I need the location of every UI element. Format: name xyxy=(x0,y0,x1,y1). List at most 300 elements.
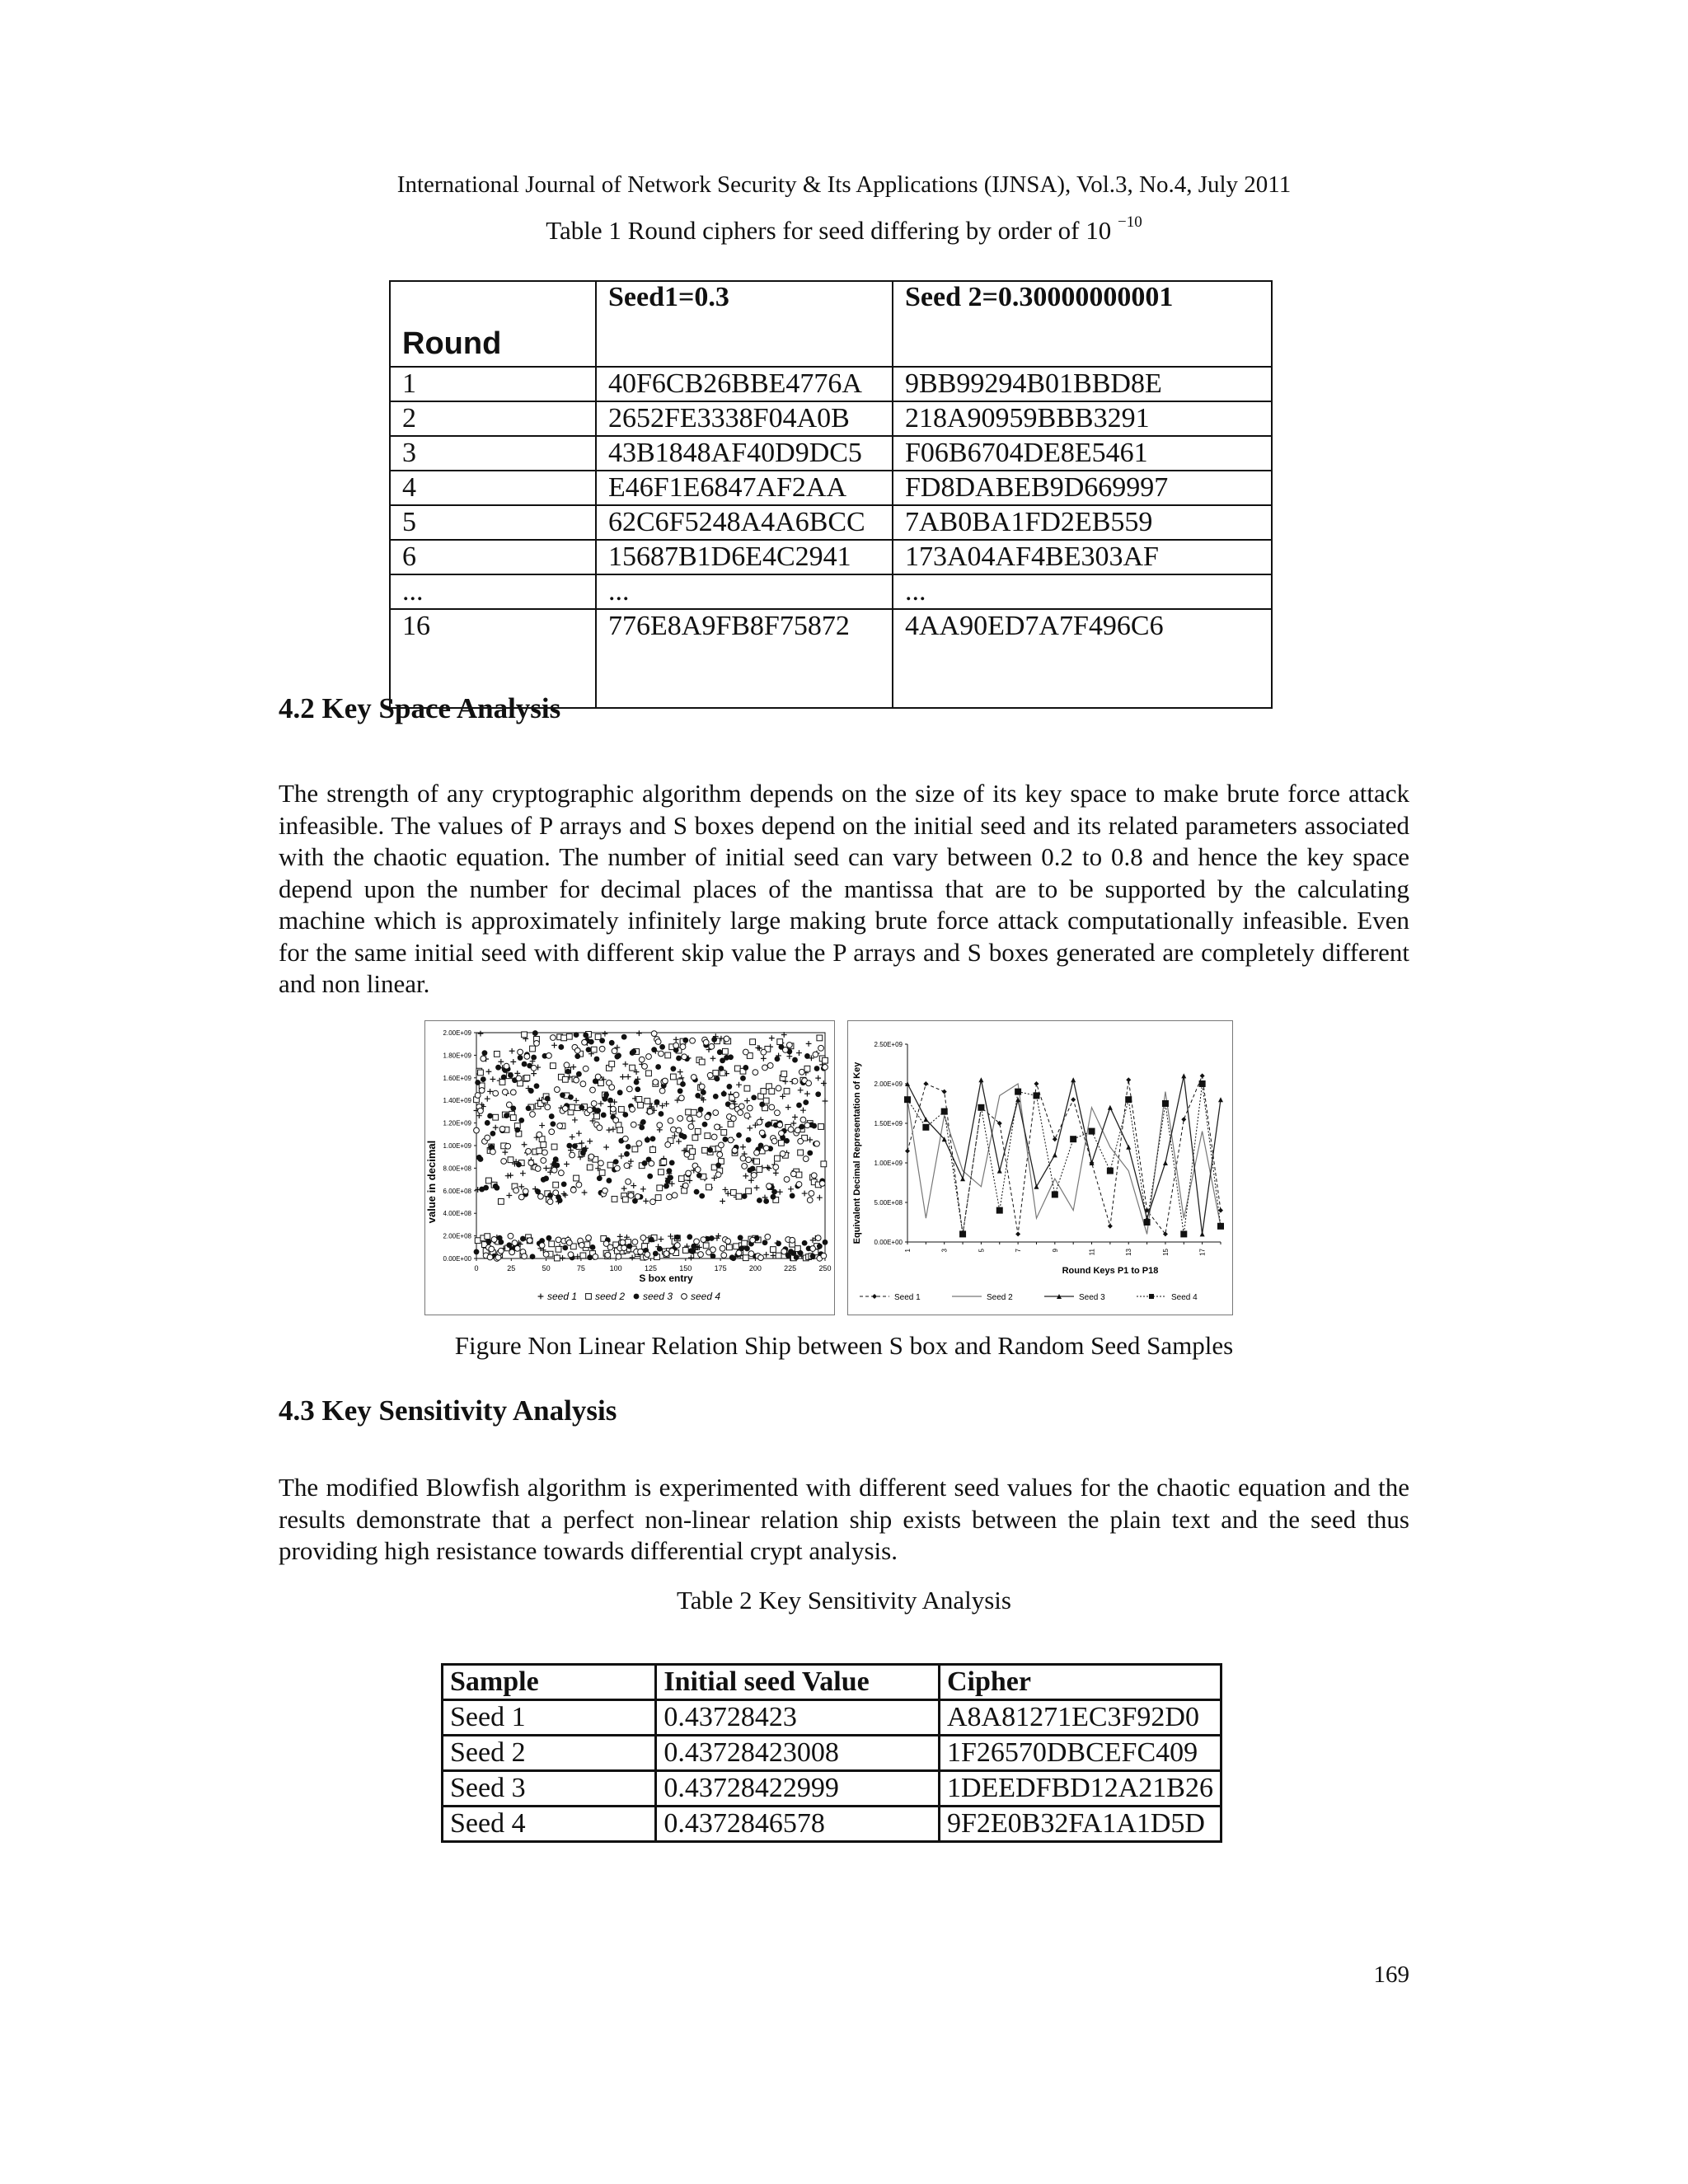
scatter-point xyxy=(729,1104,735,1109)
scatter-point xyxy=(505,1173,511,1179)
table-header-row xyxy=(390,281,1272,367)
scatter-point xyxy=(763,1146,769,1151)
scatter-point xyxy=(659,1111,664,1117)
series-line xyxy=(907,1076,1221,1234)
scatter-point xyxy=(721,1091,727,1097)
scatter-point xyxy=(740,1144,746,1150)
scatter-point xyxy=(754,1185,760,1191)
scatter-x-axis-label: S box entry xyxy=(639,1272,693,1284)
scatter-point xyxy=(682,1183,688,1188)
column-header-seed1: Seed1=0.3 xyxy=(596,281,893,367)
scatter-point xyxy=(713,1094,719,1099)
scatter-point xyxy=(659,1236,664,1242)
scatter-point xyxy=(538,1193,544,1199)
scatter-point xyxy=(518,1118,524,1123)
round-keys-line-chart xyxy=(848,1021,1232,1315)
scatter-point xyxy=(568,1094,574,1100)
scatter-point xyxy=(650,1199,656,1205)
y-tick-label: 1.60E+09 xyxy=(443,1074,471,1082)
scatter-point xyxy=(551,1144,557,1150)
scatter-point xyxy=(593,1254,598,1259)
scatter-point xyxy=(680,1044,686,1050)
x-tick-label: 150 xyxy=(679,1264,692,1272)
scatter-point xyxy=(744,1085,750,1091)
scatter-point xyxy=(818,1124,824,1130)
scatter-point xyxy=(549,1113,555,1119)
scatter-point xyxy=(717,1152,723,1158)
scatter-point xyxy=(806,1041,812,1047)
scatter-point xyxy=(723,1137,729,1142)
scatter-point xyxy=(520,1170,526,1176)
scatter-point xyxy=(798,1087,804,1093)
scatter-point xyxy=(527,1238,532,1244)
scatter-point xyxy=(804,1053,810,1059)
y-tick-label: 1.20E+09 xyxy=(443,1119,471,1127)
scatter-point xyxy=(501,1075,507,1080)
scatter-point xyxy=(719,1066,724,1071)
scatter-point xyxy=(643,1198,649,1204)
scatter-point xyxy=(763,1252,769,1258)
scatter-point xyxy=(757,1167,762,1173)
scatter-point xyxy=(769,1089,775,1094)
x-tick-label: 25 xyxy=(507,1264,516,1272)
scatter-point xyxy=(494,1051,499,1057)
paragraph-key-sensitivity: The modified Blowfish algorithm is experimented with different seed values for the chaotic equation and the results demonstrate that a perfect non-linear relation ship exists between the plain text and the seed thus providing high resistance towards differential crypt analysis. xyxy=(279,1473,1409,1565)
series-point xyxy=(942,1090,947,1094)
series-line xyxy=(907,1076,1221,1234)
scatter-point xyxy=(482,1050,488,1056)
scatter-point xyxy=(636,1030,642,1036)
scatter-point xyxy=(786,1053,792,1059)
table-cell: Seed 1 xyxy=(443,1700,656,1736)
table-cell: 7AB0BA1FD2EB559 xyxy=(893,505,1272,540)
scatter-point xyxy=(796,1172,802,1178)
scatter-point xyxy=(751,1094,757,1100)
y-tick-label: 2.00E+09 xyxy=(443,1029,471,1037)
scatter-point xyxy=(649,1237,654,1243)
line-y-axis-label: Equivalent Decimal Representation of Key xyxy=(852,1062,862,1244)
scatter-point xyxy=(720,1245,725,1251)
scatter-point xyxy=(595,1034,601,1040)
scatter-point xyxy=(543,1176,549,1182)
scatter-point xyxy=(784,1177,790,1183)
scatter-point xyxy=(762,1065,768,1071)
scatter-point xyxy=(645,1137,650,1143)
scatter-point xyxy=(574,1098,579,1104)
scatter-point xyxy=(682,1248,688,1254)
y-tick-label: 2.00E+08 xyxy=(443,1232,471,1240)
scatter-point xyxy=(613,1118,619,1123)
scatter-point xyxy=(771,1189,777,1195)
series-point xyxy=(1144,1219,1151,1226)
legend-label: Seed 2 xyxy=(987,1293,1013,1302)
scatter-point xyxy=(701,1237,706,1243)
scatter-point xyxy=(767,1121,772,1127)
scatter-point xyxy=(645,1252,650,1258)
scatter-point xyxy=(799,1069,804,1075)
scatter-point xyxy=(598,1101,604,1107)
scatter-point xyxy=(773,1170,779,1176)
scatter-point xyxy=(616,1052,621,1058)
table-cell: 4 xyxy=(390,471,596,505)
scatter-point xyxy=(646,1054,652,1060)
scatter-point xyxy=(640,1235,646,1241)
table-cell: 16 xyxy=(390,609,596,708)
scatter-point xyxy=(586,1047,592,1052)
series-point xyxy=(904,1096,911,1103)
scatter-point xyxy=(622,1062,628,1067)
scatter-point xyxy=(743,1255,748,1261)
scatter-point xyxy=(734,1092,739,1098)
scatter-point xyxy=(750,1166,756,1172)
scatter-point xyxy=(506,1193,512,1198)
scatter-point xyxy=(579,1104,584,1110)
scatter-point xyxy=(545,1104,551,1110)
scatter-point xyxy=(754,1159,760,1165)
table-row xyxy=(390,401,1272,436)
x-tick-label: 175 xyxy=(714,1264,727,1272)
scatter-point xyxy=(682,1054,687,1060)
legend-label: seed 1 xyxy=(547,1291,578,1302)
scatter-point xyxy=(478,1156,484,1162)
table1-caption xyxy=(0,213,1688,246)
scatter-point xyxy=(730,1116,736,1122)
scatter-point xyxy=(682,1134,687,1140)
legend-marker xyxy=(586,1294,592,1300)
scatter-point xyxy=(486,1178,492,1183)
scatter-point xyxy=(758,1143,764,1149)
scatter-point xyxy=(564,1062,570,1068)
x-tick-label: 1 xyxy=(904,1249,912,1253)
scatter-point xyxy=(617,1127,623,1133)
scatter-point xyxy=(516,1076,522,1081)
scatter-point xyxy=(657,1185,663,1191)
scatter-point xyxy=(673,1043,679,1048)
scatter-point xyxy=(690,1249,696,1254)
scatter-point xyxy=(535,1166,541,1172)
scatter-point xyxy=(707,1072,713,1078)
scatter-point xyxy=(694,1189,700,1195)
scatter-point xyxy=(630,1065,635,1071)
table-row xyxy=(390,436,1272,471)
scatter-point xyxy=(502,1150,508,1155)
scatter-point xyxy=(669,1249,675,1254)
scatter-point xyxy=(557,1123,563,1129)
scatter-point xyxy=(647,1108,653,1114)
scatter-point xyxy=(796,1182,802,1188)
scatter-point xyxy=(761,1056,767,1062)
scatter-point xyxy=(655,1039,661,1045)
scatter-point xyxy=(792,1078,798,1084)
scatter-point xyxy=(609,1040,615,1046)
series-point xyxy=(1125,1096,1132,1103)
x-tick-label: 0 xyxy=(474,1264,479,1272)
x-tick-label: 9 xyxy=(1051,1249,1059,1253)
scatter-point xyxy=(709,1043,715,1049)
scatter-point xyxy=(705,1133,710,1139)
table-cell: ... xyxy=(390,574,596,609)
scatter-point xyxy=(686,1109,692,1115)
scatter-point xyxy=(576,1182,582,1188)
scatter-point xyxy=(574,1032,579,1038)
scatter-point xyxy=(579,1242,584,1248)
x-tick-label: 3 xyxy=(940,1249,949,1253)
scatter-point xyxy=(558,1044,564,1050)
scatter-point xyxy=(632,1240,638,1245)
scatter-point xyxy=(556,1237,561,1243)
series-point xyxy=(1015,1231,1020,1236)
scatter-point xyxy=(810,1254,816,1259)
scatter-point xyxy=(530,1046,536,1052)
x-tick-label: 17 xyxy=(1198,1249,1207,1256)
scatter-point xyxy=(804,1091,810,1097)
scatter-point xyxy=(775,1056,781,1062)
scatter-point xyxy=(479,1088,485,1094)
scatter-point xyxy=(621,1186,627,1192)
scatter-point xyxy=(539,1122,545,1128)
scatter-point xyxy=(490,1149,496,1155)
scatter-point xyxy=(518,1055,523,1061)
column-header-round: Round xyxy=(390,281,596,367)
scatter-point xyxy=(813,1052,818,1057)
scatter-point xyxy=(784,1138,790,1144)
scatter-point xyxy=(493,1114,499,1120)
scatter-point xyxy=(790,1237,795,1243)
scatter-point xyxy=(516,1162,522,1168)
scatter-point xyxy=(636,1097,642,1103)
section-heading-key-space: 4.2 Key Space Analysis xyxy=(279,692,561,724)
scatter-point xyxy=(574,1077,579,1083)
scatter-point xyxy=(475,1080,481,1085)
scatter-point xyxy=(520,1236,526,1242)
scatter-point xyxy=(706,1184,712,1190)
scatter-point xyxy=(792,1114,798,1120)
scatter-point xyxy=(603,1092,609,1098)
scatter-point xyxy=(514,1245,520,1251)
scatter-point xyxy=(802,1240,808,1246)
scatter-point xyxy=(612,1048,617,1054)
scatter-point xyxy=(614,1165,620,1171)
table-row xyxy=(390,540,1272,574)
scatter-point xyxy=(532,1030,538,1036)
scatter-point xyxy=(823,1057,828,1063)
scatter-point xyxy=(478,1070,484,1076)
table-cell: Seed 2 xyxy=(443,1736,656,1771)
scatter-point xyxy=(711,1134,717,1140)
scatter-point xyxy=(713,1110,719,1116)
scatter-point xyxy=(669,1160,675,1165)
series-point xyxy=(1162,1100,1169,1107)
scatter-point xyxy=(621,1245,627,1251)
legend-label: Seed 4 xyxy=(1171,1293,1198,1302)
scatter-point xyxy=(642,1063,648,1069)
scatter-point xyxy=(512,1240,518,1246)
scatter-point xyxy=(580,1081,586,1087)
scatter-point xyxy=(724,1036,729,1042)
scatter-point xyxy=(719,1142,724,1148)
scatter-point xyxy=(617,1090,623,1095)
scatter-point xyxy=(748,1251,754,1257)
table-cell: 776E8A9FB8F75872 xyxy=(596,609,893,708)
line-legend xyxy=(860,1293,1198,1302)
scatter-point xyxy=(688,1124,694,1130)
scatter-point xyxy=(725,1191,731,1197)
scatter-point xyxy=(684,1151,690,1157)
scatter-point xyxy=(582,1190,588,1196)
table-cell: F06B6704DE8E5461 xyxy=(893,436,1272,471)
scatter-point xyxy=(734,1066,740,1071)
scatter-point xyxy=(509,1048,515,1054)
scatter-point xyxy=(687,1116,692,1122)
scatter-point xyxy=(821,1253,827,1258)
scatter-point xyxy=(636,1141,642,1146)
scatter-point xyxy=(485,1096,490,1102)
table-cell: 43B1848AF40D9DC5 xyxy=(596,436,893,471)
scatter-point xyxy=(646,1071,652,1076)
scatter-point xyxy=(487,1254,493,1260)
scatter-point xyxy=(491,1237,497,1243)
series-point xyxy=(1200,1073,1205,1078)
scatter-point xyxy=(674,1235,680,1240)
scatter-point xyxy=(653,1251,659,1257)
scatter-point xyxy=(508,1157,513,1163)
scatter-point xyxy=(537,1148,542,1154)
scatter-point xyxy=(543,1252,549,1258)
legend-marker xyxy=(1149,1294,1154,1299)
scatter-point xyxy=(618,1153,624,1159)
scatter-point xyxy=(543,1165,549,1171)
scatter-point xyxy=(750,1039,756,1045)
scatter-point xyxy=(807,1197,813,1203)
table-cell: 4AA90ED7A7F496C6 xyxy=(893,609,1272,708)
scatter-point xyxy=(678,1116,683,1122)
scatter-point xyxy=(753,1070,758,1076)
y-tick-label: 1.40E+09 xyxy=(443,1097,471,1105)
key-sensitivity-table xyxy=(441,1663,1222,1843)
scatter-point xyxy=(769,1035,775,1041)
scatter-point xyxy=(723,1048,729,1054)
scatter-point xyxy=(798,1150,804,1155)
scatter-point xyxy=(584,1242,590,1248)
scatter-point xyxy=(554,1087,560,1093)
table-cell: 218A90959BBB3291 xyxy=(893,401,1272,436)
scatter-point xyxy=(747,1126,753,1132)
series-point xyxy=(997,1169,1002,1174)
scatter-point xyxy=(622,1197,628,1202)
scatter-point xyxy=(502,1090,508,1095)
scatter-point xyxy=(612,1197,617,1202)
series-point xyxy=(922,1124,929,1131)
table-cell: 173A04AF4BE303AF xyxy=(893,540,1272,574)
scatter-point xyxy=(796,1103,802,1108)
scatter-point xyxy=(717,1049,723,1055)
scatter-point xyxy=(723,1187,729,1193)
scatter-point xyxy=(632,1146,638,1152)
y-tick-label: 1.80E+09 xyxy=(443,1052,471,1060)
y-tick-label: 6.00E+08 xyxy=(443,1187,471,1195)
scatter-point xyxy=(546,1053,552,1059)
series-point xyxy=(960,1176,965,1181)
scatter-point xyxy=(587,1138,593,1144)
table-cell: 1F26570DBCEFC409 xyxy=(939,1736,1221,1771)
scatter-point xyxy=(673,1037,679,1043)
scatter-point xyxy=(780,1094,785,1099)
scatter-point xyxy=(626,1086,632,1092)
scatter-point xyxy=(598,1160,604,1166)
scatter-point xyxy=(601,1113,607,1118)
scatter-point xyxy=(505,1143,511,1149)
scatter-point xyxy=(815,1235,821,1241)
scatter-point xyxy=(534,1083,540,1089)
scatter-point xyxy=(651,1047,657,1052)
table-cell: 2652FE3338F04A0B xyxy=(596,401,893,436)
scatter-point xyxy=(678,1088,683,1094)
scatter-point xyxy=(475,1093,481,1099)
scatter-point xyxy=(707,1147,713,1153)
scatter-point xyxy=(743,1173,748,1179)
scatter-point xyxy=(550,1121,556,1127)
series-point xyxy=(1070,1136,1076,1142)
scatter-point xyxy=(542,1150,548,1155)
scatter-point xyxy=(609,1085,615,1090)
scatter-point xyxy=(680,1081,686,1087)
scatter-point xyxy=(786,1043,792,1048)
scatter-point xyxy=(771,1253,776,1258)
scatter-point xyxy=(650,1136,656,1141)
scatter-point xyxy=(498,1240,504,1245)
scatter-point xyxy=(603,1188,608,1193)
scatter-point xyxy=(553,1190,559,1196)
scatter-point xyxy=(792,1057,798,1063)
scatter-point xyxy=(661,1160,667,1165)
scatter-point xyxy=(594,1057,600,1062)
scatter-point xyxy=(715,1172,721,1178)
scatter-point xyxy=(626,1074,631,1080)
scatter-point xyxy=(738,1235,743,1240)
table-cell: 0.43728423 xyxy=(656,1700,940,1736)
scatter-point xyxy=(501,1159,507,1165)
scatter-point xyxy=(546,1235,552,1241)
scatter-point xyxy=(744,1246,750,1252)
scatter-point xyxy=(670,1127,676,1132)
sbox-scatter-chart xyxy=(425,1021,834,1315)
scatter-point xyxy=(762,1240,768,1245)
scatter-point xyxy=(663,1251,669,1257)
scatter-point xyxy=(807,1137,813,1143)
y-tick-label: 1.00E+09 xyxy=(874,1160,903,1167)
scatter-point xyxy=(580,1253,586,1258)
scatter-point xyxy=(647,1174,653,1179)
scatter-point xyxy=(767,1063,773,1069)
series-point xyxy=(1108,1224,1113,1229)
scatter-point xyxy=(757,1119,762,1125)
scatter-point xyxy=(562,1106,568,1112)
scatter-point xyxy=(668,1174,673,1180)
scatter-point xyxy=(528,1160,534,1166)
scatter-point xyxy=(742,1164,748,1169)
legend-marker xyxy=(634,1294,640,1300)
table-cell: Seed 3 xyxy=(443,1771,656,1807)
scatter-point xyxy=(565,1069,571,1075)
scatter-point xyxy=(823,1240,828,1245)
scatter-point xyxy=(721,1130,727,1136)
scatter-point xyxy=(728,1054,734,1060)
scatter-point xyxy=(613,1159,619,1165)
scatter-point xyxy=(562,1193,568,1198)
scatter-point xyxy=(630,1107,635,1113)
scatter-point xyxy=(508,1072,513,1078)
series-point xyxy=(1199,1080,1206,1087)
